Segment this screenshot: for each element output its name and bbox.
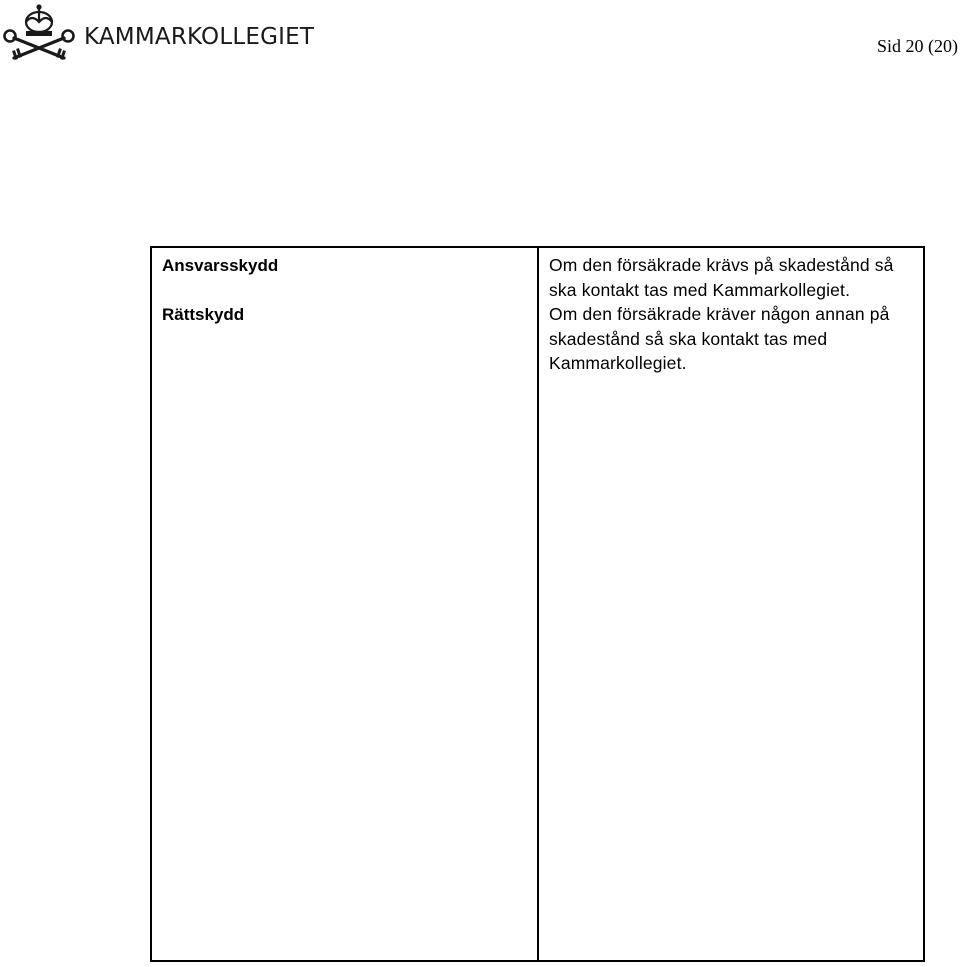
page-header (0, 0, 960, 70)
page-number: Sid 20 (20) (877, 36, 958, 56)
kammarkollegiet-logo (2, 2, 315, 64)
description-rattskydd: Om den försäkrade kräver någon annan på skadestånd så ska kontakt tas med Kammarkollegiet. (549, 304, 890, 373)
table-cell-terms (152, 248, 539, 960)
term-rattskydd: Rättskydd (162, 305, 245, 324)
table-cell-descriptions (539, 248, 923, 960)
description-ansvarsskydd: Om den försäkrade krävs på skadestånd så ska kontakt tas med Kammarkollegiet. (549, 255, 894, 300)
coverage-table (150, 246, 925, 962)
term-ansvarsskydd: Ansvarsskydd (162, 256, 279, 275)
logo-wordmark: KAMMARKOLLEGIET (84, 24, 315, 50)
crown-crossed-keys-icon (2, 2, 76, 64)
